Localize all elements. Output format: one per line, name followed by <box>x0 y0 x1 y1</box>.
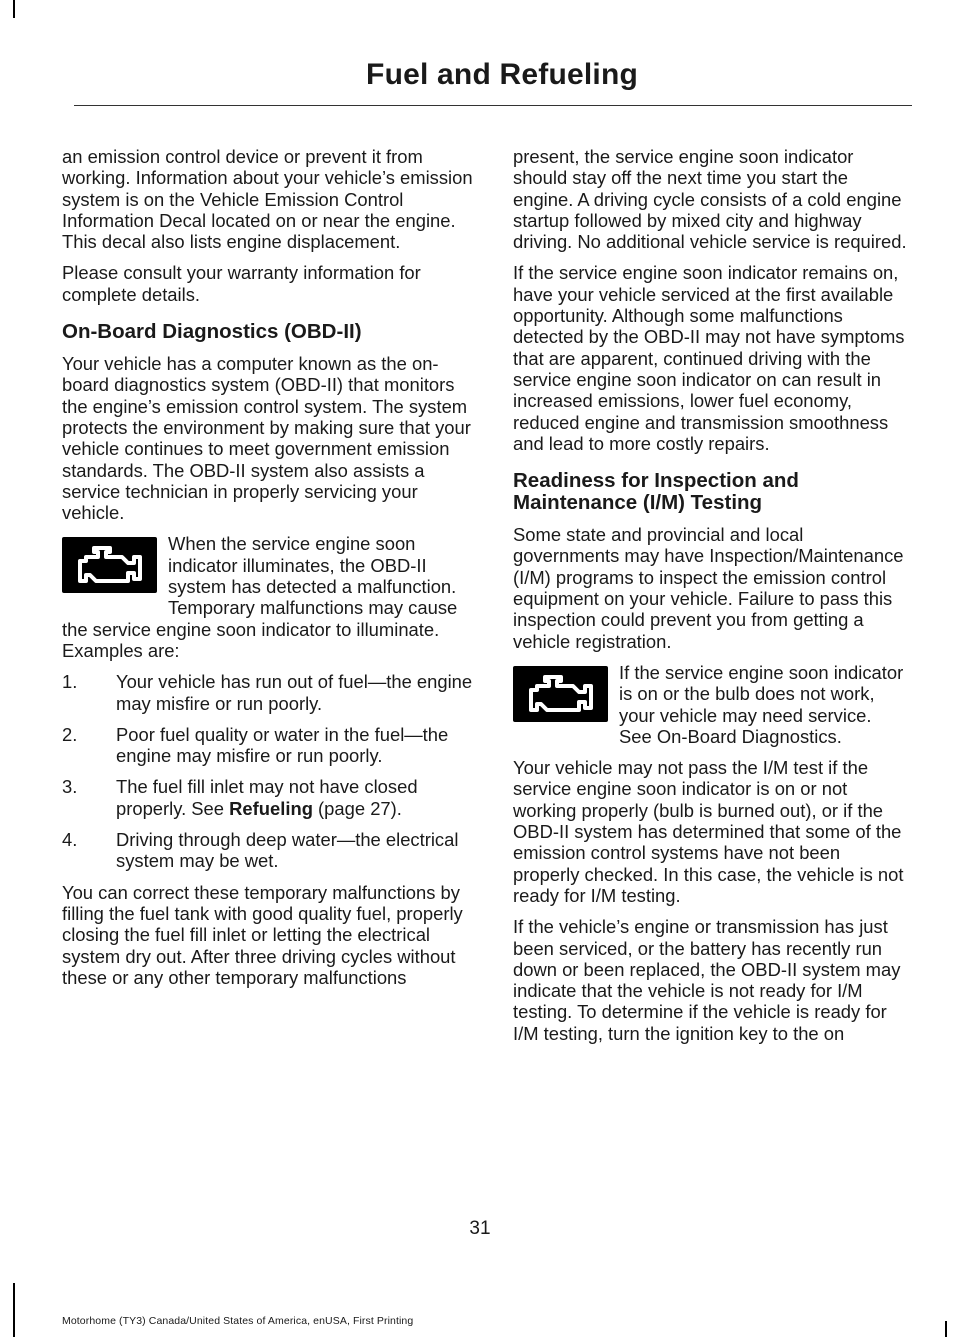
paragraph: present, the service engine soon indicator should stay off the next time you start the engine. A driving cycle consists of a cold engine startup followed by mixed city and highway driving. No additional vehicle service is required. <box>513 146 907 253</box>
paragraph: an emission control device or prevent it from working. Information about your vehicle’s emission system is on the Vehicle Emission Control Information Decal located on or near the engine. This decal also lists engine displacement. <box>62 146 473 253</box>
list-number: 3. <box>62 776 78 798</box>
heading-im-testing: Readiness for Inspection and Maintenance (I/M) Testing <box>513 469 799 515</box>
list-text: Driving through deep water—the electrical system may be wet. <box>116 829 459 872</box>
left-column <box>62 146 474 998</box>
list-text: Your vehicle has run out of fuel—the engine may misfire or run poorly. <box>116 671 473 714</box>
paragraph: If the service engine soon indicator is on or the bulb does not work, your vehicle may need service. See On-Board Diagnostics. <box>619 661 904 747</box>
header-divider <box>74 105 912 106</box>
paragraph: You can correct these temporary malfunctions by filling the fuel tank with good quality fuel, properly closing the fuel fill inlet or letting the electrical system dry out. After three driving cycles without these or any other temporary malfunctions <box>62 881 463 988</box>
list-item <box>62 671 474 714</box>
list-text: Poor fuel quality or water in the fuel—the engine may misfire or run poorly. <box>116 723 449 767</box>
paragraph: Your vehicle may not pass the I/M test if the service engine soon indicator is on or not working properly (bulb is burned out), or if the OBD-II system has determined that some of the emission control systems have not been properly checked. In this case, the vehicle is not ready for I/M testing. <box>513 757 904 906</box>
heading-obd: On-Board Diagnostics (OBD-II) <box>62 320 362 344</box>
footer-text: Motorhome (TY3) Canada/United States of America, enUSA, First Printing <box>62 1315 414 1327</box>
examples-list <box>62 671 474 871</box>
right-column <box>513 146 909 1054</box>
list-text: The fuel fill inlet may not have closed properly. See <box>116 776 418 819</box>
list-number: 2. <box>62 723 78 745</box>
check-engine-icon <box>62 537 157 593</box>
indicator-paragraph <box>513 662 909 747</box>
refueling-link[interactable]: Refueling <box>229 797 313 819</box>
paragraph: When the service engine soon indicator illuminates, the OBD-II system has detected a malfunction. Temporary malfunctions may cause the service engine soon indicator to illuminate. Examples are: <box>62 533 458 661</box>
indicator-paragraph <box>62 533 474 661</box>
check-engine-icon <box>513 666 608 722</box>
paragraph: If the vehicle’s engine or transmission has just been serviced, or the battery has recently run down or been replaced, the OBD-II system may indicate that the vehicle is not ready for I/M testing. To determine if the vehicle is ready for I/M testing, turn the ignition key to the on <box>513 916 901 1044</box>
list-item <box>62 829 474 872</box>
paragraph: Your vehicle has a computer known as the on-board diagnostics system (OBD-II) that monitors the engine’s emission control system. The system protects the environment by making sure that your vehicle continues to meet government emission standards. The OBD-II system also assists a service technician in properly servicing your vehicle. <box>62 353 471 524</box>
page-reference: (page 27). <box>312 797 402 819</box>
paragraph: Some state and provincial and local governments may have Inspection/Maintenance (I/M) programs to inspect the emission control equipment on your vehicle. Failure to pass this inspection could prevent you from getting a vehicle registration. <box>513 524 904 652</box>
paragraph: If the service engine soon indicator remains on, have your vehicle serviced at the first available opportunity. Although some malfunctions detected by the OBD-II may not have symptoms that are apparent, continued driving with the service engine soon indicator on can result in increased emissions, lower fuel economy, reduced engine and transmission smoothness and lead to more costly repairs. <box>513 262 905 454</box>
crop-mark-top-left <box>13 0 15 18</box>
list-number: 1. <box>62 671 78 693</box>
section-title: Fuel and Refueling <box>366 58 638 91</box>
paragraph: Please consult your warranty information for complete details. <box>62 262 421 305</box>
crop-mark-bottom-right <box>945 1321 947 1337</box>
list-number: 4. <box>62 829 78 851</box>
list-item <box>62 724 474 767</box>
page-number: 31 <box>469 1218 491 1239</box>
list-item <box>62 776 474 819</box>
crop-mark-bottom-left <box>13 1283 15 1337</box>
